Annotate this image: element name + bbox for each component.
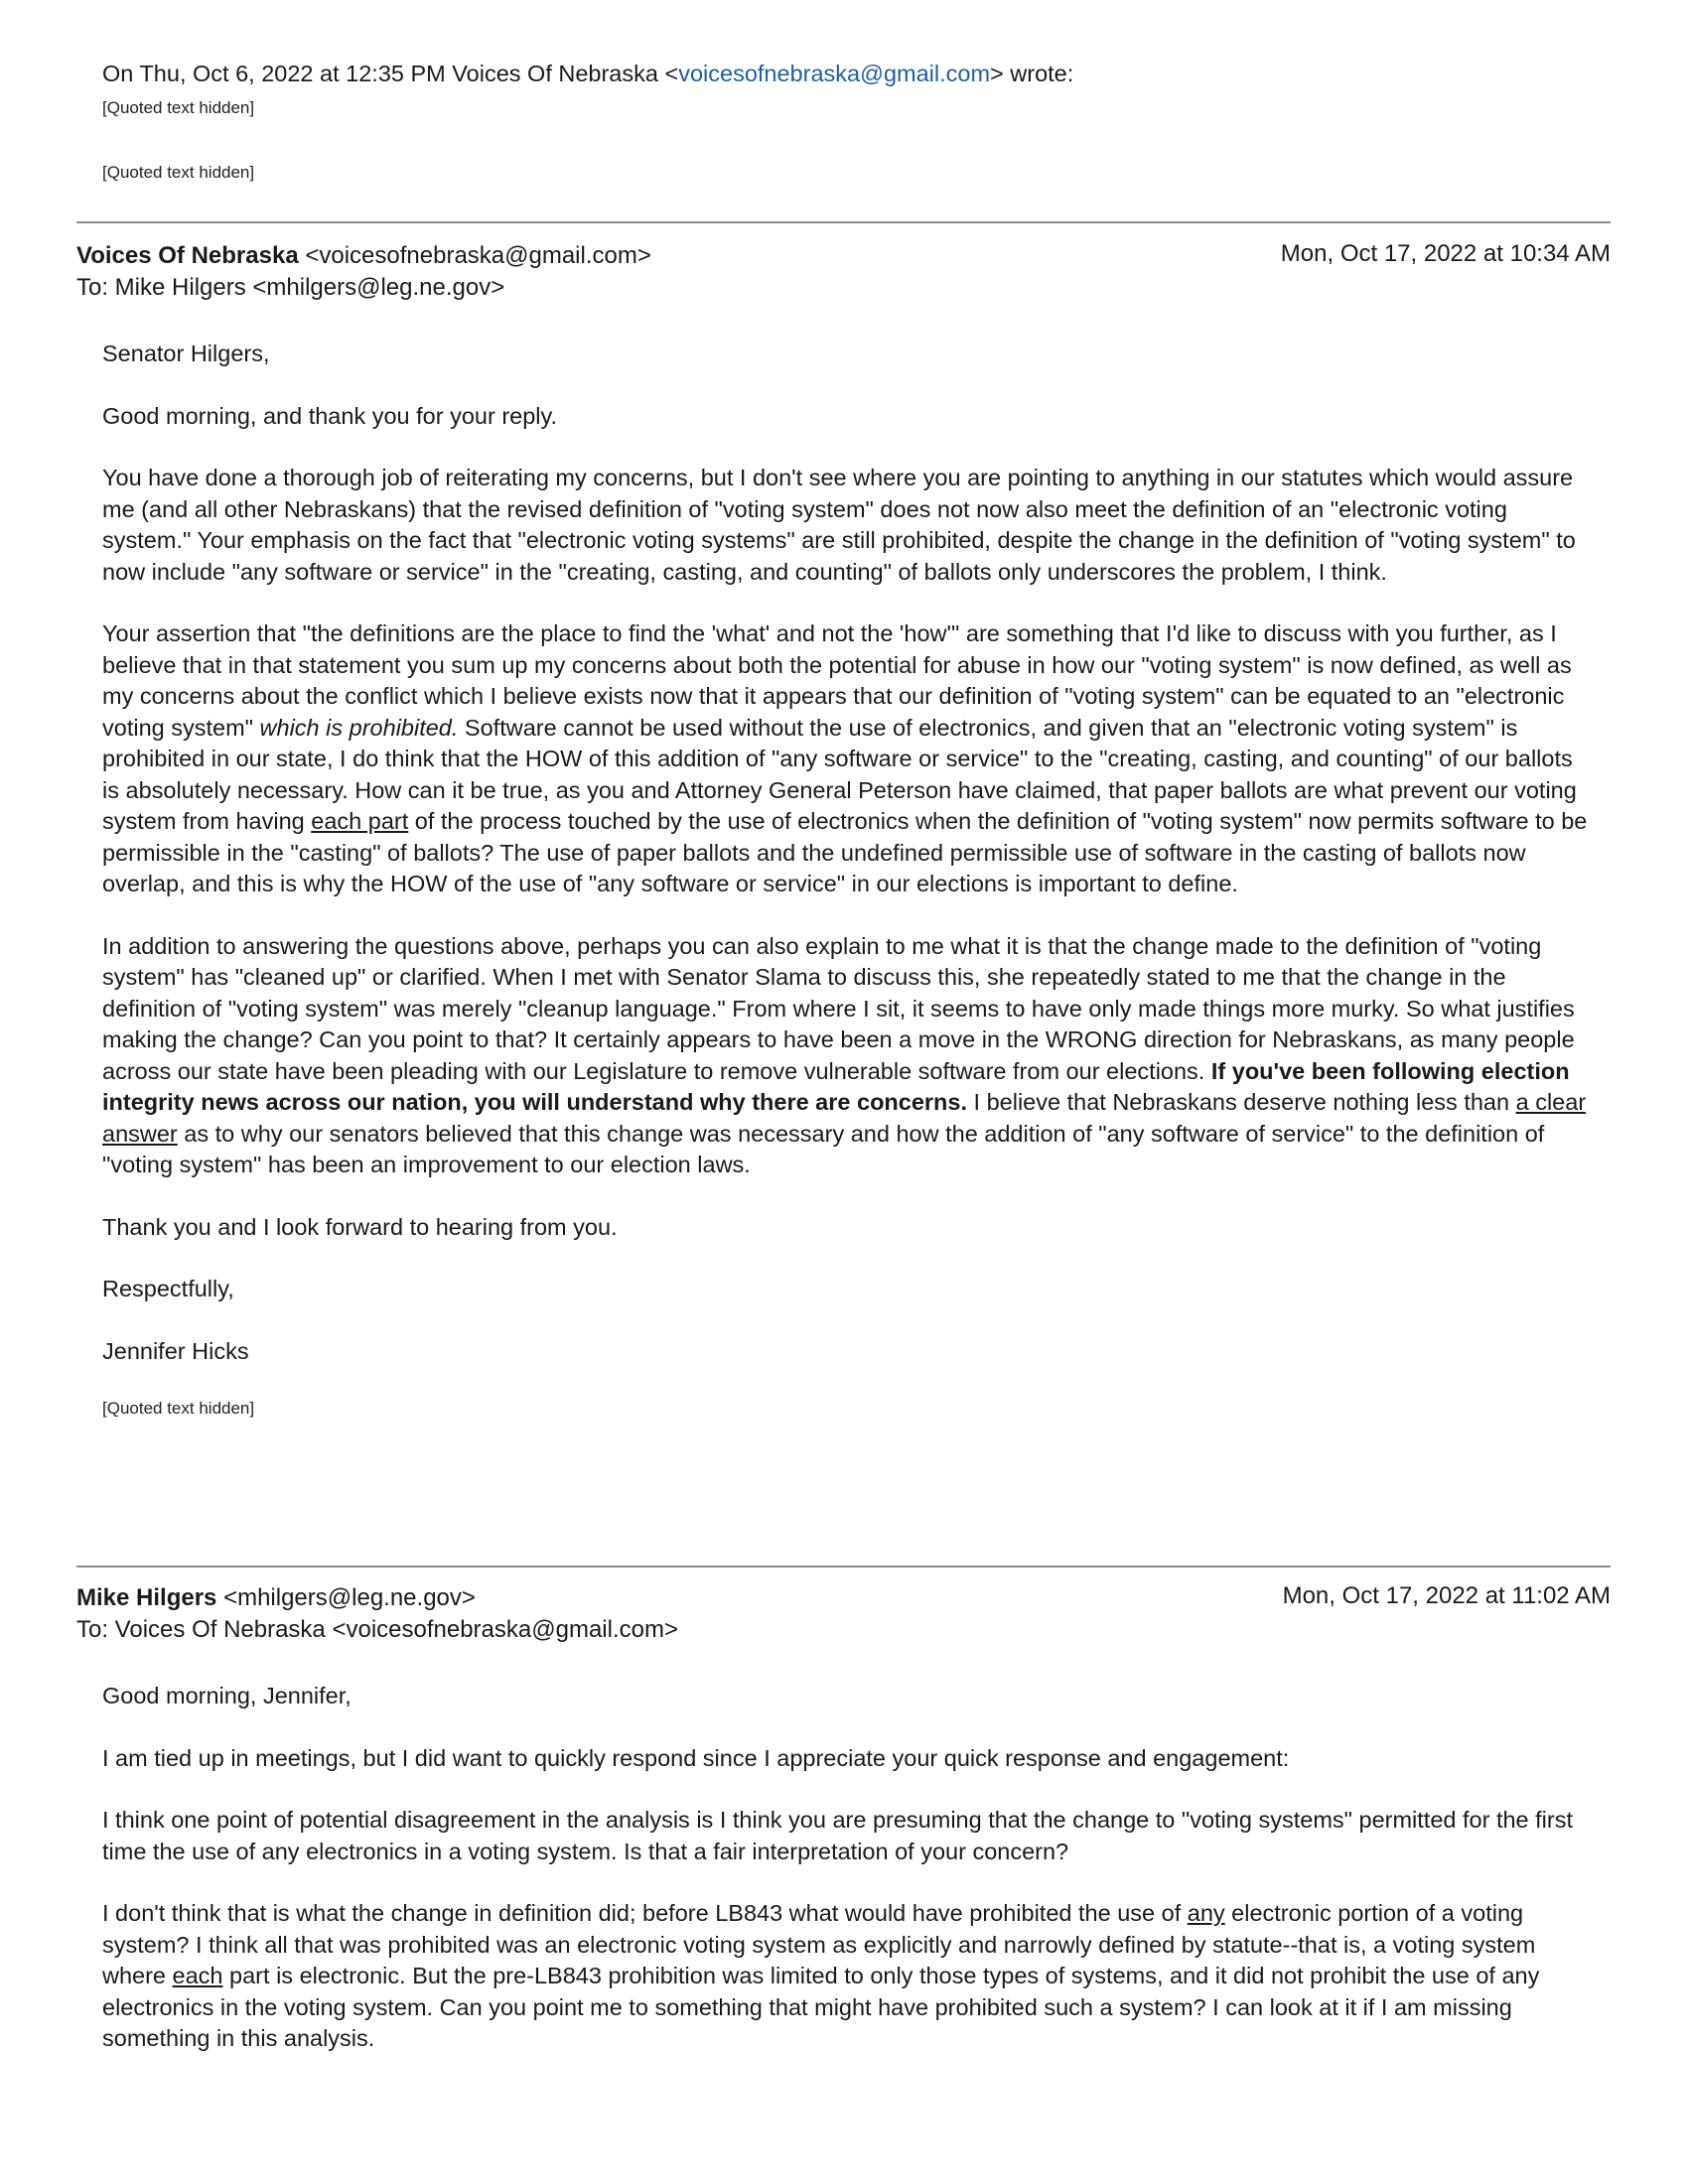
- message-1-sender: [76, 241, 651, 271]
- message-divider: [76, 221, 1611, 223]
- intro-prefix: On Thu, Oct 6, 2022 at 12:35 PM Voices Of Nebraska <: [102, 61, 679, 86]
- intro-suffix: > wrote:: [990, 61, 1074, 86]
- italic-emphasis: which is prohibited.: [259, 714, 459, 741]
- paragraph: Good morning, and thank you for your reply.: [102, 402, 558, 429]
- message-1-recipient: To: Mike Hilgers <mhilgers@leg.ne.gov>: [76, 274, 505, 301]
- paragraph: I think one point of potential disagreement in the analysis is I think you are presuming that the change to "voting systems" permitted for the first time the use of any electronics in a voting system. Is that a fair interpretation of your concern?: [102, 1807, 1574, 1864]
- underlined-emphasis: each: [172, 1963, 223, 1988]
- sender-email: <mhilgers@leg.ne.gov>: [223, 1584, 476, 1611]
- underlined-emphasis: each part: [311, 808, 409, 834]
- salutation: Senator Hilgers,: [102, 341, 270, 366]
- paragraph: I don't think that is what the change in definition did; before LB843 what would have prohibited the use of any electronic portion of a voting system? I think all that was prohibited was an electronic voting system as explicitly and narrowly defined by statute--that is, a voting system where each part is electronic. But the pre-LB843 prohibition was limited to only those types of systems, and it did not prohibit the use of any electronics in the voting system. Can you point me to something that might have prohibited such a system? I can look at it if I am missing something in this analysis.: [102, 1900, 1540, 2051]
- paragraph: In addition to answering the questions above, perhaps you can also explain to me what it is that the change made to the definition of "voting system" has "cleaned up" or clarified. When I met with Senator Slama to discuss this, she repeatedly stated to me that the change in the definition of "voting system" was merely "cleanup language." From where I sit, it seems to have only made things more murky. So what justifies making the change? Can you point to that? It certainly appears to have been a move in the WRONG direction for Nebraskans, as many people across our state have been pleading with our Legislature to remove vulnerable software from our elections. If you've been following election integrity news across our nation, you will understand why there are concerns. I believe that Nebraskans deserve nothing less than a clear answer as to why our senators believed that this change was necessary and how the addition of "any software of service" to the definition of "voting system" has been an improvement to our election laws.: [102, 932, 1587, 1177]
- paragraph: You have done a thorough job of reiterating my concerns, but I don't see where you are pointing to anything in our statutes which would assure me (and all other Nebraskans) that the revised definition of "voting system" does not now also meet the definition of an "electronic voting system." Your emphasis on the fact that "electronic voting systems" are still prohibited, despite the change in the definition of "voting system" to now include "any software or service" in the "creating, casting, and counting" of ballots only underscores the problem, I think.: [102, 465, 1576, 585]
- paragraph: I am tied up in meetings, but I did want to quickly respond since I appreciate your quick response and engagement:: [102, 1744, 1290, 1771]
- sender-name: Voices Of Nebraska: [76, 242, 299, 269]
- message-1-body: [102, 339, 1592, 1420]
- message-1-date: Mon, Oct 17, 2022 at 10:34 AM: [1280, 240, 1611, 267]
- bold-emphasis: If you've been following election integrity news across our nation, you will understand why there are concerns.: [102, 1057, 1570, 1115]
- signature: Jennifer Hicks: [102, 1337, 249, 1364]
- message-2-date: Mon, Oct 17, 2022 at 11:02 AM: [1282, 1582, 1611, 1609]
- quoted-text-hidden-toggle[interactable]: [Quoted text hidden]: [102, 163, 255, 182]
- message-2-sender: [76, 1583, 476, 1613]
- quoted-text-hidden-toggle[interactable]: [Quoted text hidden]: [102, 98, 255, 117]
- quoted-text-hidden-toggle[interactable]: [Quoted text hidden]: [102, 1399, 255, 1418]
- message-divider: [76, 1566, 1611, 1568]
- underlined-emphasis: a clear answer: [102, 1089, 1587, 1147]
- paragraph: Thank you and I look forward to hearing from you.: [102, 1213, 618, 1240]
- sender-name: Mike Hilgers: [76, 1584, 217, 1611]
- intro-email-link[interactable]: voicesofnebraska@gmail.com: [678, 61, 991, 86]
- closing: Respectfully,: [102, 1276, 234, 1301]
- quoted-intro-line: [102, 58, 1073, 89]
- sender-email: <voicesofnebraska@gmail.com>: [305, 242, 651, 269]
- paragraph: Your assertion that "the definitions are the place to find the 'what' and not the 'how'" are something that I'd like to discuss with you further, as I believe that in that statement you sum up my concerns about both the potential for abuse in how our "voting system" is now defined, as well as my concerns about the conflict which I believe exists now that it appears that our definition of "voting system" can be equated to an "electronic voting system" which is prohibited. Software cannot be used without the use of electronics, and given that an "electronic voting system" is prohibited in our state, I do think that the HOW of this addition of "any software or service" to the "creating, casting, and counting" of our ballots is absolutely necessary. How can it be true, as you and Attorney General Peterson have claimed, that paper ballots are what prevent our voting system from having each part of the process touched by the use of electronics when the definition of "voting system" now permits software to be permissible in the "casting" of ballots? The use of paper ballots and the undefined permissible use of software in the casting of ballots now overlap, and this is why the HOW of the use of "any software or service" in our elections is important to define.: [102, 620, 1588, 896]
- message-2-recipient: To: Voices Of Nebraska <voicesofnebraska@gmail.com>: [76, 1616, 678, 1643]
- salutation: Good morning, Jennifer,: [102, 1683, 352, 1708]
- underlined-emphasis: any: [1187, 1900, 1225, 1926]
- message-2-body: [102, 1681, 1592, 2086]
